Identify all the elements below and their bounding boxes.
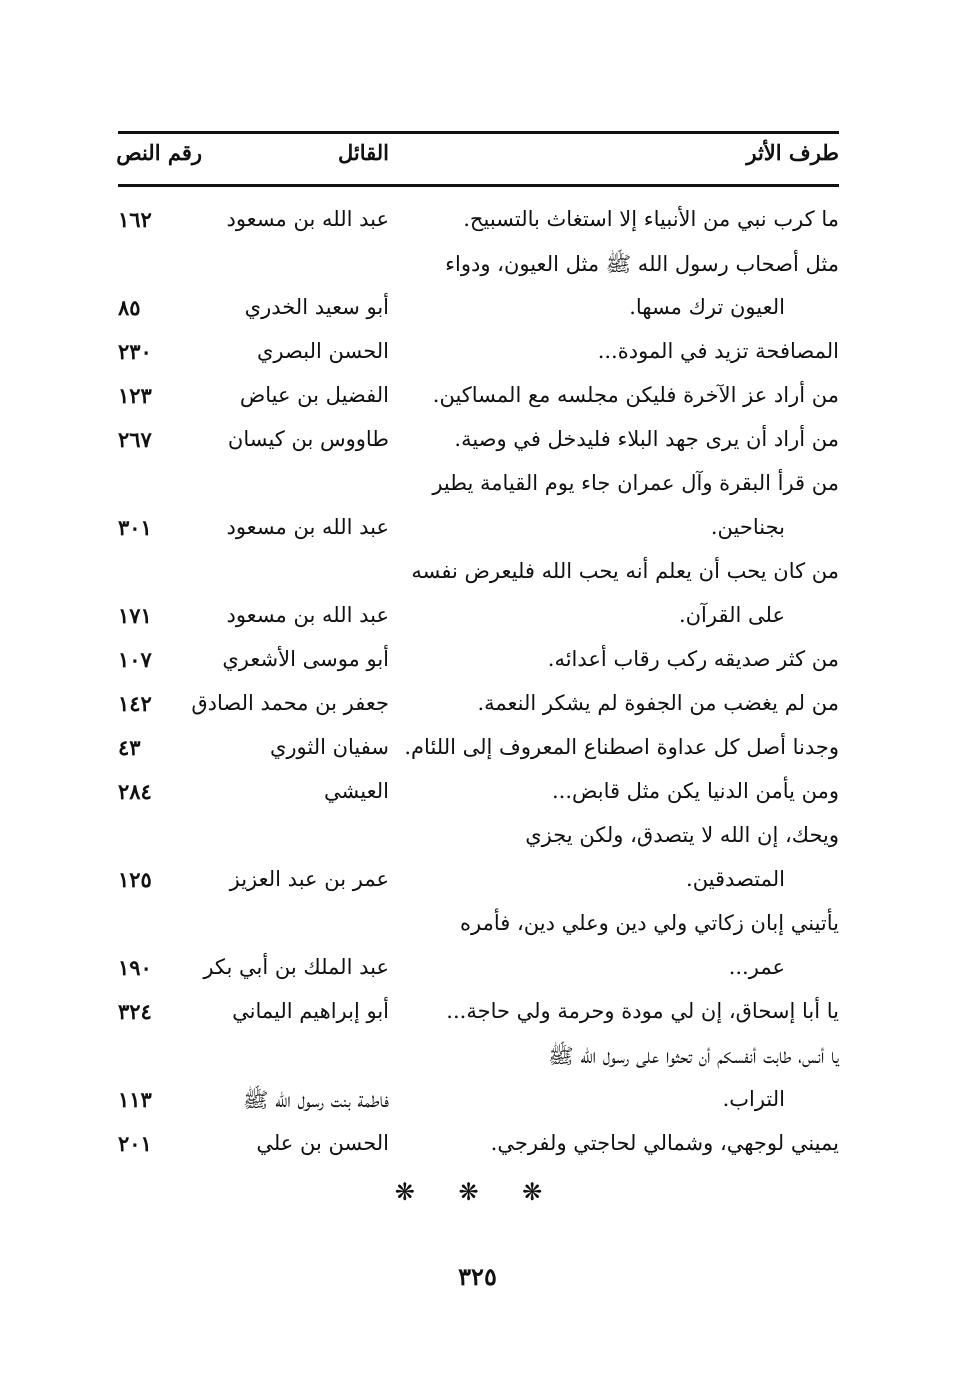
row-num: ١٩٠ — [118, 955, 152, 980]
row-qail: عبد الله بن مسعود — [226, 515, 389, 539]
row-text: يا أنس، طابت أنفسكم أن تحثوا على رسول الله ﷺ — [548, 1044, 839, 1068]
row-text: من كثر صديقه ركب رقاب أعدائه. — [547, 647, 839, 671]
row-text: المصافحة تزيد في المودة... — [597, 339, 839, 363]
table-row — [0, 817, 955, 857]
table-row — [0, 509, 955, 549]
table-row — [0, 553, 955, 593]
page-number: ٣٢٥ — [458, 1262, 497, 1291]
row-text: ومن يأمن الدنيا يكن مثل قابض... — [551, 779, 839, 803]
row-num: ٢٦٧ — [118, 427, 152, 452]
table-header — [0, 140, 955, 176]
header-athar: طرف الأثر — [746, 140, 839, 165]
row-text: بجناحين. — [710, 515, 785, 539]
row-text: التراب. — [722, 1087, 785, 1111]
table-row — [0, 993, 955, 1033]
row-text: من قرأ البقرة وآل عمران جاء يوم القيامة يطير — [432, 471, 839, 495]
row-qail: جعفر بن محمد الصادق — [191, 691, 389, 715]
row-num: ١٦٢ — [118, 207, 152, 232]
row-text: عمر... — [728, 955, 785, 979]
header-rule — [118, 184, 839, 187]
row-text: يأتيني إبان زكاتي ولي دين وعلي دين، فأمره — [460, 911, 839, 935]
table-row — [0, 861, 955, 901]
row-qail: عبد الملك بن أبي بكر — [203, 955, 389, 979]
row-num: ١١٣ — [118, 1087, 152, 1112]
row-text: وجدنا أصل كل عداوة اصطناع المعروف إلى اللئام. — [404, 735, 839, 759]
row-text: من لم يغضب من الجفوة لم يشكر النعمة. — [477, 691, 839, 715]
row-text: من أراد أن يرى جهد البلاء فليدخل في وصية. — [454, 427, 839, 451]
row-qail: أبو إبراهيم اليماني — [232, 999, 389, 1023]
row-qail: الحسن بن علي — [256, 1131, 389, 1155]
row-qail: عبد الله بن مسعود — [226, 207, 389, 231]
row-text: يا أبا إسحاق، إن لي مودة وحرمة ولي حاجة... — [446, 999, 839, 1023]
row-text: ويحك، إن الله لا يتصدق، ولكن يجزي — [525, 823, 839, 847]
table-row — [0, 201, 955, 241]
row-qail: العيشي — [324, 779, 389, 803]
table-row — [0, 685, 955, 725]
row-text: العيون ترك مسها. — [629, 295, 785, 319]
row-num: ١٢٥ — [118, 867, 152, 892]
row-qail: طاووس بن كيسان — [227, 427, 389, 451]
header-num: رقم النص — [116, 140, 202, 165]
row-num: ٢٨٤ — [118, 779, 152, 804]
section-ornament: ❋ ❋ ❋ — [394, 1178, 561, 1206]
row-num: ١٢٣ — [118, 383, 152, 408]
row-num: ٤٣ — [118, 735, 141, 760]
table-row — [0, 597, 955, 637]
table-row — [0, 773, 955, 813]
row-num: ١٠٧ — [118, 647, 152, 672]
row-num: ٢٣٠ — [118, 339, 152, 364]
table-row — [0, 245, 955, 285]
table-row — [0, 949, 955, 989]
row-num: ٨٥ — [118, 295, 141, 320]
row-num: ٣٠١ — [118, 515, 152, 540]
row-qail: الحسن البصري — [257, 339, 389, 363]
row-qail: أبو موسى الأشعري — [222, 647, 389, 671]
row-qail: فاطمة بنت رسول الله ﷺ — [243, 1088, 389, 1112]
table-row — [0, 421, 955, 461]
row-text: المتصدقين. — [686, 867, 785, 891]
table-row — [0, 377, 955, 417]
table-row — [0, 905, 955, 945]
row-num: ٣٢٤ — [118, 999, 152, 1024]
row-num: ١٧١ — [118, 603, 152, 628]
row-text: ما كرب نبي من الأنبياء إلا استغاث بالتسبيح. — [463, 207, 839, 231]
table-row — [0, 1125, 955, 1165]
row-qail: أبو سعيد الخدري — [244, 295, 389, 319]
row-text: من أراد عز الآخرة فليكن مجلسه مع المساكين. — [432, 383, 839, 407]
row-text: مثل أصحاب رسول الله ﷺ مثل العيون، ودواء — [445, 252, 839, 276]
row-qail: عمر بن عبد العزيز — [229, 867, 389, 891]
table-row — [0, 333, 955, 373]
row-qail: عبد الله بن مسعود — [226, 603, 389, 627]
table-row — [0, 465, 955, 505]
top-rule — [118, 131, 839, 134]
row-text: على القرآن. — [678, 603, 785, 627]
table-row — [0, 729, 955, 769]
row-qail: سفيان الثوري — [269, 735, 389, 759]
row-num: ١٤٢ — [118, 691, 152, 716]
table-row — [0, 641, 955, 681]
row-num: ٢٠١ — [118, 1131, 152, 1156]
row-qail: الفضيل بن عياض — [239, 383, 389, 407]
row-text: من كان يحب أن يعلم أنه يحب الله فليعرض نفسه — [411, 559, 839, 583]
row-text: يميني لوجهي، وشمالي لحاجتي ولفرجي. — [490, 1131, 839, 1155]
table-row — [0, 289, 955, 329]
header-qail: القائل — [337, 140, 389, 165]
table-row — [0, 1081, 955, 1121]
table-row — [0, 1037, 955, 1077]
